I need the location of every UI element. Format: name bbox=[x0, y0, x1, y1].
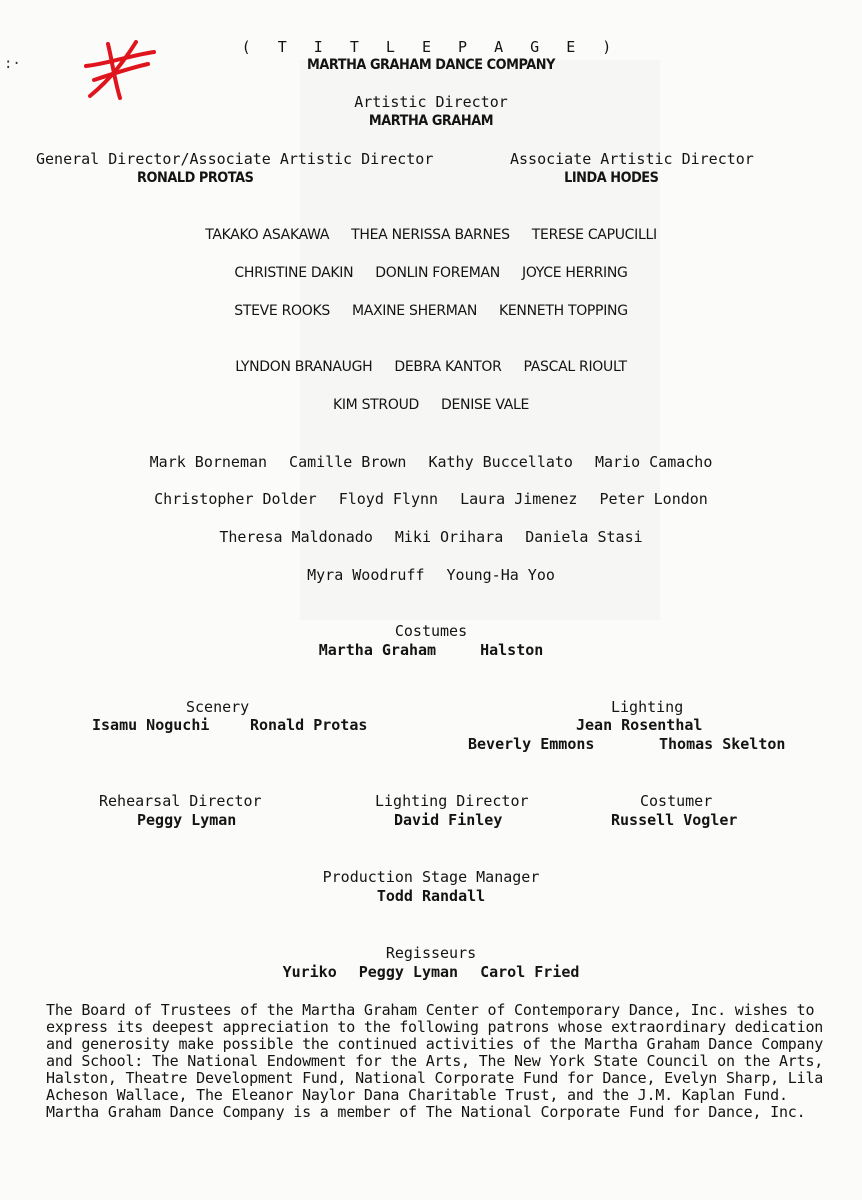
ensemble-row-3 bbox=[0, 528, 862, 546]
regisseurs-names bbox=[0, 963, 862, 981]
costumes-role: Costumes bbox=[394, 622, 468, 640]
ensemble-name: Myra Woodruff bbox=[307, 566, 425, 584]
regisseur-name: Carol Fried bbox=[480, 963, 580, 981]
associate-director-name: LINDA HODES bbox=[564, 170, 659, 186]
rehearsal-director-role: Rehearsal Director bbox=[99, 792, 262, 810]
lighting-director-role: Lighting Director bbox=[375, 792, 529, 810]
lighting-role: Lighting bbox=[611, 698, 684, 716]
general-director-name: RONALD PROTAS bbox=[137, 170, 254, 186]
ensemble-name: Theresa Maldonado bbox=[219, 528, 373, 546]
title-page-label-text: ( T I T L E P A G E ) bbox=[241, 38, 621, 56]
ensemble-row-4 bbox=[0, 566, 862, 584]
principal-name: DONLIN FOREMAN bbox=[375, 265, 500, 281]
principal-name: STEVE ROOKS bbox=[234, 303, 330, 319]
ensemble-name: Miki Orihara bbox=[394, 528, 504, 546]
principals-row-2 bbox=[0, 264, 862, 282]
principal-name: CHRISTINE DAKIN bbox=[234, 265, 354, 281]
ensemble-row-1 bbox=[0, 453, 862, 471]
title-page-label bbox=[0, 38, 862, 56]
ensemble-name: Mario Camacho bbox=[594, 453, 713, 471]
company-name: MARTHA GRAHAM DANCE COMPANY bbox=[307, 57, 555, 73]
ensemble-row-2 bbox=[0, 490, 862, 508]
artistic-director-name: MARTHA GRAHAM bbox=[368, 113, 494, 129]
principals-row-3 bbox=[0, 302, 862, 320]
principals-row-1 bbox=[0, 226, 862, 244]
regisseur-name: Peggy Lyman bbox=[358, 963, 459, 981]
ensemble-name: Floyd Flynn bbox=[338, 490, 439, 508]
ensemble-name: Laura Jimenez bbox=[460, 490, 578, 508]
ensemble-name: Peter London bbox=[599, 490, 708, 508]
soloists-row-2 bbox=[0, 396, 862, 414]
ensemble-name: Kathy Buccellato bbox=[428, 453, 573, 471]
ensemble-name: Christopher Dolder bbox=[154, 490, 317, 508]
costumer-role: Costumer bbox=[640, 792, 713, 810]
margin-dots: :· bbox=[4, 56, 21, 72]
associate-director-role: Associate Artistic Director bbox=[510, 150, 754, 168]
soloist-name: DEBRA KANTOR bbox=[394, 359, 502, 375]
soloist-name: KIM STROUD bbox=[332, 397, 420, 413]
principal-name: MAXINE SHERMAN bbox=[351, 303, 477, 319]
principal-name: THEA NERISSA BARNES bbox=[351, 227, 510, 243]
principal-name: TAKAKO ASAKAWA bbox=[205, 227, 330, 243]
costume-designer: Martha Graham bbox=[318, 641, 437, 659]
ensemble-name: Daniela Stasi bbox=[525, 528, 643, 546]
soloist-name: DENISE VALE bbox=[441, 397, 530, 413]
costumer-name: Russell Vogler bbox=[611, 811, 738, 829]
scenery-name: Ronald Protas bbox=[250, 716, 368, 734]
soloist-name: PASCAL RIOULT bbox=[523, 359, 627, 375]
lighting-name: Beverly Emmons bbox=[468, 735, 595, 753]
lighting-name: Jean Rosenthal bbox=[576, 716, 703, 734]
soloist-name: LYNDON BRANAUGH bbox=[235, 359, 373, 375]
artistic-director-role: Artistic Director bbox=[354, 93, 508, 111]
principal-name: JOYCE HERRING bbox=[521, 265, 628, 281]
ensemble-name: Young-Ha Yoo bbox=[446, 566, 555, 584]
rehearsal-director-name: Peggy Lyman bbox=[137, 811, 237, 829]
ensemble-name: Mark Borneman bbox=[149, 453, 268, 471]
costumes-names bbox=[0, 641, 862, 659]
stage-manager-name: Todd Randall bbox=[376, 887, 486, 905]
regisseurs-role: Regisseurs bbox=[385, 944, 477, 962]
principal-name: KENNETH TOPPING bbox=[499, 303, 628, 319]
principal-name: TERESE CAPUCILLI bbox=[531, 227, 657, 243]
costume-designer: Halston bbox=[480, 641, 544, 659]
general-director-role: General Director/Associate Artistic Director bbox=[36, 150, 434, 168]
acknowledgement-paragraph: The Board of Trustees of the Martha Graham Center of Contemporary Dance, Inc. wishes to express its deepest appreciation to the following patrons whose extraordinary dedication and generosity make possible the continued activities of the Martha Graham Dance Company and School: The National Endowment for the Arts, The New York State Council on the Arts, Halston, Theatre Development Fund, National Corporate Fund for Dance, Evelyn Sharp, Lila Acheson Wallace, The Eleanor Naylor Dana Charitable Trust, and the J.M. Kaplan Fund. Martha Graham Dance Company is a member of The National Corporate Fund for Dance, Inc. bbox=[46, 1001, 824, 1121]
scenery-role: Scenery bbox=[186, 698, 250, 716]
stage-manager-role: Production Stage Manager bbox=[322, 868, 540, 886]
lighting-director-name: David Finley bbox=[394, 811, 503, 829]
soloists-row-1 bbox=[0, 358, 862, 376]
regisseur-name: Yuriko bbox=[282, 963, 337, 981]
scenery-name: Isamu Noguchi bbox=[92, 716, 210, 734]
lighting-name: Thomas Skelton bbox=[659, 735, 786, 753]
ensemble-name: Camille Brown bbox=[289, 453, 407, 471]
